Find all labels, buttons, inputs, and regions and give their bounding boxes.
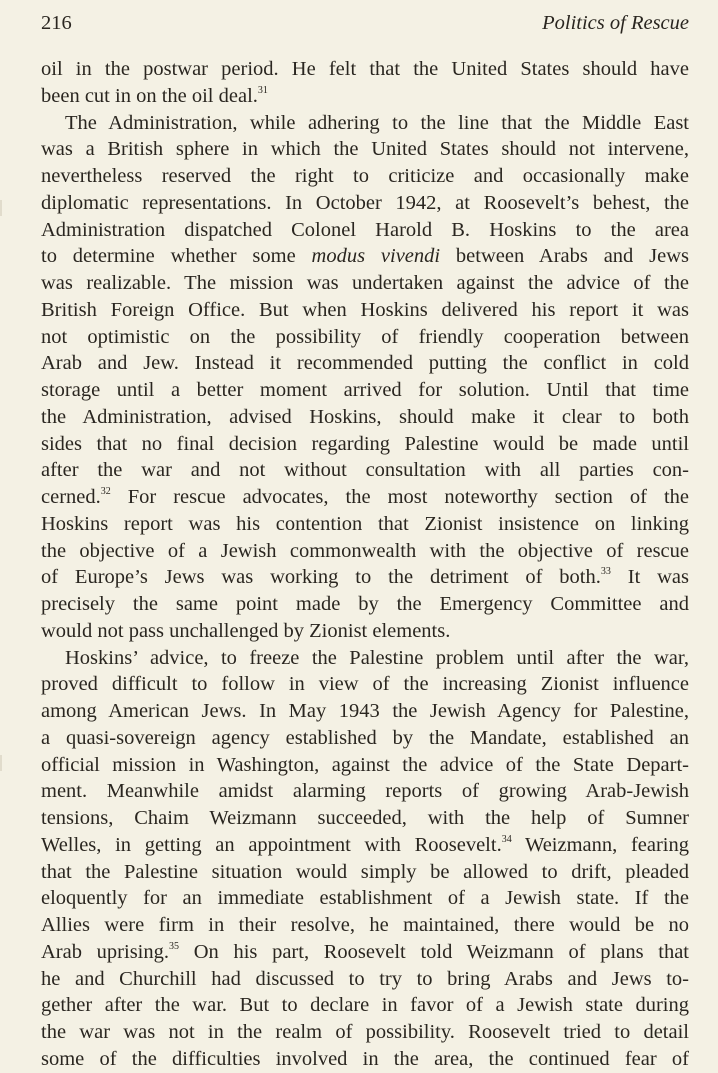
text-line (41, 190, 689, 217)
text-line (41, 939, 689, 966)
text-line (41, 377, 689, 404)
text-line (41, 484, 689, 511)
text-line (41, 992, 689, 1019)
line-text: among American Jews. In May 1943 the Jewish Agency for Palestine, (41, 700, 689, 722)
line-text: been cut in on the oil deal. (41, 84, 258, 107)
italic-phrase: modus vivendi (311, 245, 441, 268)
line-text: For rescue advocates, the most noteworthy section of the (110, 486, 689, 508)
text-line (41, 832, 689, 859)
line-text: oil in the postwar period. He felt that the United States should have (41, 58, 689, 80)
line-text: he and Churchill had discussed to try to bring Arabs and Jews to- (41, 967, 689, 990)
line-text: official mission in Washington, against the advice of the State Depart- (41, 753, 689, 776)
line-text: diplomatic representations. In October 1942, at Roosevelt’s behest, the (41, 191, 689, 214)
line-text: to determine whether some (41, 245, 312, 268)
text-line (41, 618, 689, 645)
text-line (41, 457, 689, 484)
line-text: Allies were firm in their resolve, he maintained, there would be no (41, 914, 689, 936)
line-text: On his part, Roosevelt told Weizmann of plans that (179, 940, 689, 963)
line-text: storage until a better moment arrived for solution. Until that time (41, 379, 689, 401)
text-line (41, 591, 689, 618)
footnote-marker: 34 (501, 833, 512, 845)
line-text: was a British sphere in which the United States should not intervene, (41, 138, 689, 161)
text-line (41, 671, 689, 698)
line-text: that the Palestine situation would simply be allowed to drift, pleaded (41, 860, 689, 883)
text-line (41, 698, 689, 725)
text-line (41, 805, 689, 832)
line-text: Hoskins report was his contention that Zionist insistence on linking (41, 512, 689, 535)
line-text: proved difficult to follow in view of the increasing Zionist influence (41, 673, 689, 696)
text-line (41, 912, 689, 939)
page-number: 216 (41, 12, 72, 34)
line-text: tensions, Chaim Weizmann succeeded, with the help of Sumner (41, 807, 689, 829)
text-line (41, 1046, 689, 1073)
line-text: Welles, in getting an appointment with Roosevelt. (41, 833, 502, 856)
text-line (41, 110, 689, 137)
text-line (41, 538, 689, 565)
text-line (41, 725, 689, 752)
line-text: was realizable. The mission was undertaken against the advice of the (41, 272, 689, 294)
text-line (41, 217, 689, 244)
line-text: sides that no final decision regarding Palestine would be made until (41, 432, 689, 455)
text-line (41, 645, 689, 672)
text-line (41, 564, 689, 591)
line-text: after the war and not without consultation with all parties con- (41, 459, 689, 482)
text-line (41, 243, 689, 270)
line-text: a quasi-sovereign agency established by the Mandate, established an (41, 726, 689, 749)
footnote-marker: 33 (600, 566, 611, 578)
text-line (41, 404, 689, 431)
text-line (41, 136, 689, 163)
line-text: ment. Meanwhile amidst alarming reports of growing Arab-Jewish (41, 780, 689, 803)
text-line (41, 324, 689, 351)
text-line (41, 270, 689, 297)
text-line (41, 350, 689, 377)
line-text: It was (610, 566, 689, 589)
running-head: Politics of Rescue (542, 12, 689, 34)
text-line (41, 885, 689, 912)
line-text: Administration dispatched Colonel Harold B. Hoskins to the area (41, 218, 689, 241)
line-text: Arab uprising. (41, 940, 169, 963)
text-line (41, 752, 689, 779)
text-line (41, 297, 689, 324)
line-text: gether after the war. But to declare in favor of a Jewish state during (41, 994, 689, 1017)
text-line (41, 56, 689, 83)
line-text: nevertheless reserved the right to criticize and occasionally make (41, 165, 689, 187)
line-text: British Foreign Office. But when Hoskins delivered his report it was (41, 298, 689, 321)
page-header (41, 12, 689, 40)
text-line (41, 859, 689, 886)
line-text: precisely the same point made by the Emergency Committee and (41, 593, 689, 615)
line-text: of Europe’s Jews was working to the detriment of both. (41, 566, 601, 589)
body-text (41, 56, 689, 1073)
line-text: cerned. (41, 486, 101, 508)
line-text: The Administration, while adhering to the line that the Middle East (65, 111, 689, 134)
line-text: the Administration, advised Hoskins, should make it clear to both (41, 405, 689, 428)
text-line (41, 778, 689, 805)
line-text: the objective of a Jewish commonwealth with the objective of rescue (41, 539, 689, 562)
line-text: eloquently for an immediate establishment of a Jewish state. If the (41, 887, 689, 910)
line-text: would not pass unchallenged by Zionist elements. (41, 619, 451, 642)
line-text: some of the difficulties involved in the area, the continued fear of (41, 1047, 689, 1070)
line-text: between Arabs and Jews (440, 245, 689, 268)
text-line (41, 511, 689, 538)
text-line (41, 163, 689, 190)
line-text: Arab and Jew. Instead it recommended putting the conflict in cold (41, 352, 689, 375)
text-line (41, 966, 689, 993)
text-line (41, 1019, 689, 1046)
footnote-marker: 35 (169, 940, 179, 952)
line-text: Hoskins’ advice, to freeze the Palestine problem until after the war, (65, 646, 689, 669)
text-line (41, 83, 689, 110)
scan-artifact (0, 755, 10, 771)
footnote-marker: 32 (100, 486, 111, 497)
line-text: the war was not in the realm of possibility. Roosevelt tried to detail (41, 1021, 689, 1043)
line-text: not optimistic on the possibility of friendly cooperation between (41, 325, 689, 348)
scan-artifact (0, 200, 10, 216)
text-line (41, 431, 689, 458)
footnote-marker: 31 (257, 84, 268, 96)
line-text: Weizmann, fearing (511, 833, 689, 856)
